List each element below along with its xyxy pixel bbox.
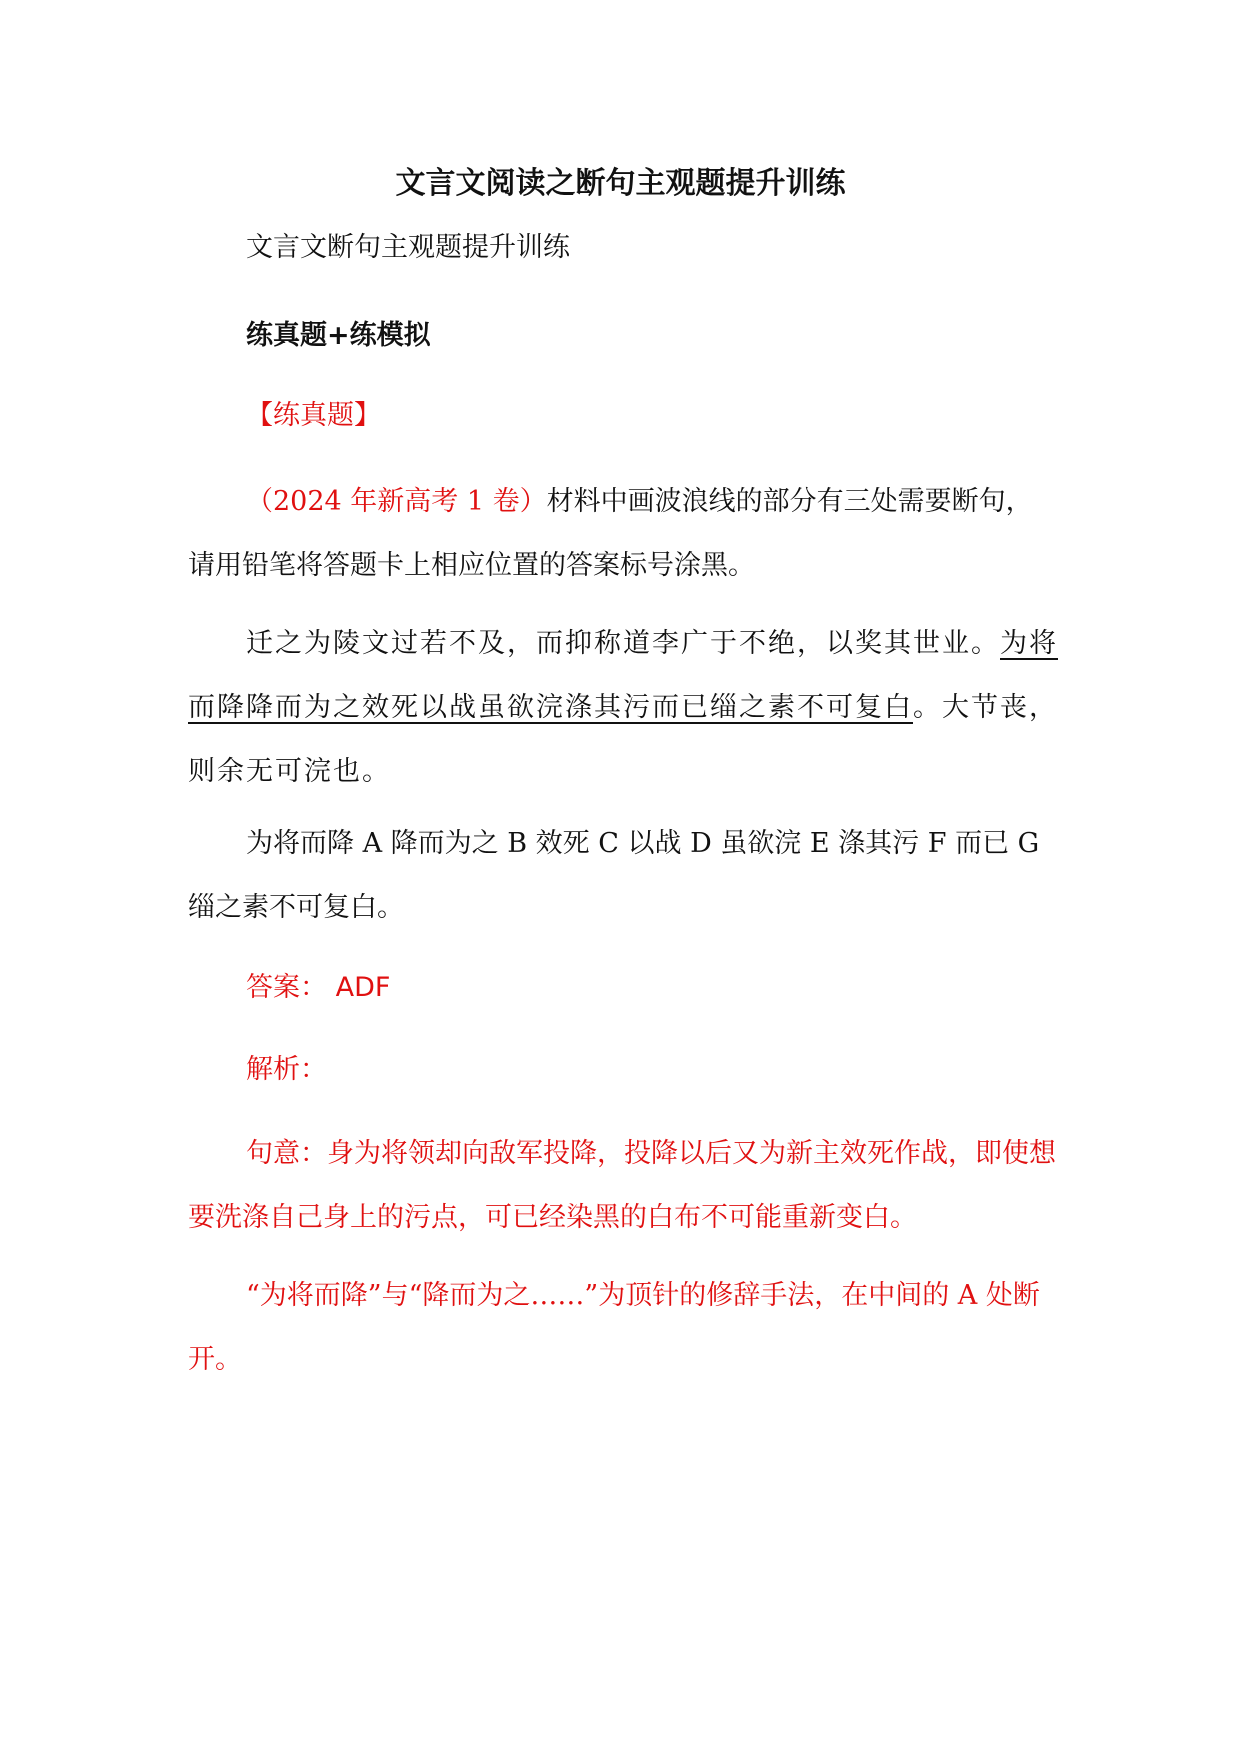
section-tag: 【练真题】 (246, 400, 381, 431)
passage-underlined: 为将而降降而为之效死以战虽欲浣涤其污而已缁之素不可复白 (188, 628, 1058, 723)
analysis-meaning: 句意：身为将领却向敌军投降，投降以后又为新主效死作战，即使想要洗涤自己身上的污点，可已经染黑的白布不可能重新变白。 (188, 1138, 1056, 1233)
question-source: （2024 年新高考 1 卷） (246, 486, 547, 517)
question-paragraph (188, 470, 1058, 598)
passage-after: 。大节丧，则余无可浣也。 (188, 692, 1058, 787)
subtitle: 文言文断句主观题提升训练 (246, 232, 570, 263)
options-line: 为将而降 A 降而为之 B 效死 C 以战 D 虽欲浣 E 涤其污 F 而已 G 缁之素不可复白。 (188, 828, 1040, 923)
document-title: 文言文阅读之断句主观题提升训练 (395, 166, 846, 201)
answer-line (188, 956, 1058, 1020)
analysis-rhetoric: “为将而降”与“降而为之……”为顶针的修辞手法，在中间的 A 处断开。 (188, 1280, 1040, 1375)
passage-paragraph (188, 612, 1058, 804)
passage-before: 迁之为陵文过若不及，而抑称道李广于不绝，以奖其世业。 (246, 628, 1000, 659)
answer-label: 答案： (246, 972, 327, 1003)
analysis-label: 解析： (246, 1054, 327, 1085)
question-prompt: 材料中画波浪线的部分有三处需要断句，请用铅笔将答题卡上相应位置的答案标号涂黑。 (188, 486, 1033, 581)
answer-value: ADF (335, 972, 391, 1003)
subheading: 练真题+练模拟 (246, 320, 431, 351)
